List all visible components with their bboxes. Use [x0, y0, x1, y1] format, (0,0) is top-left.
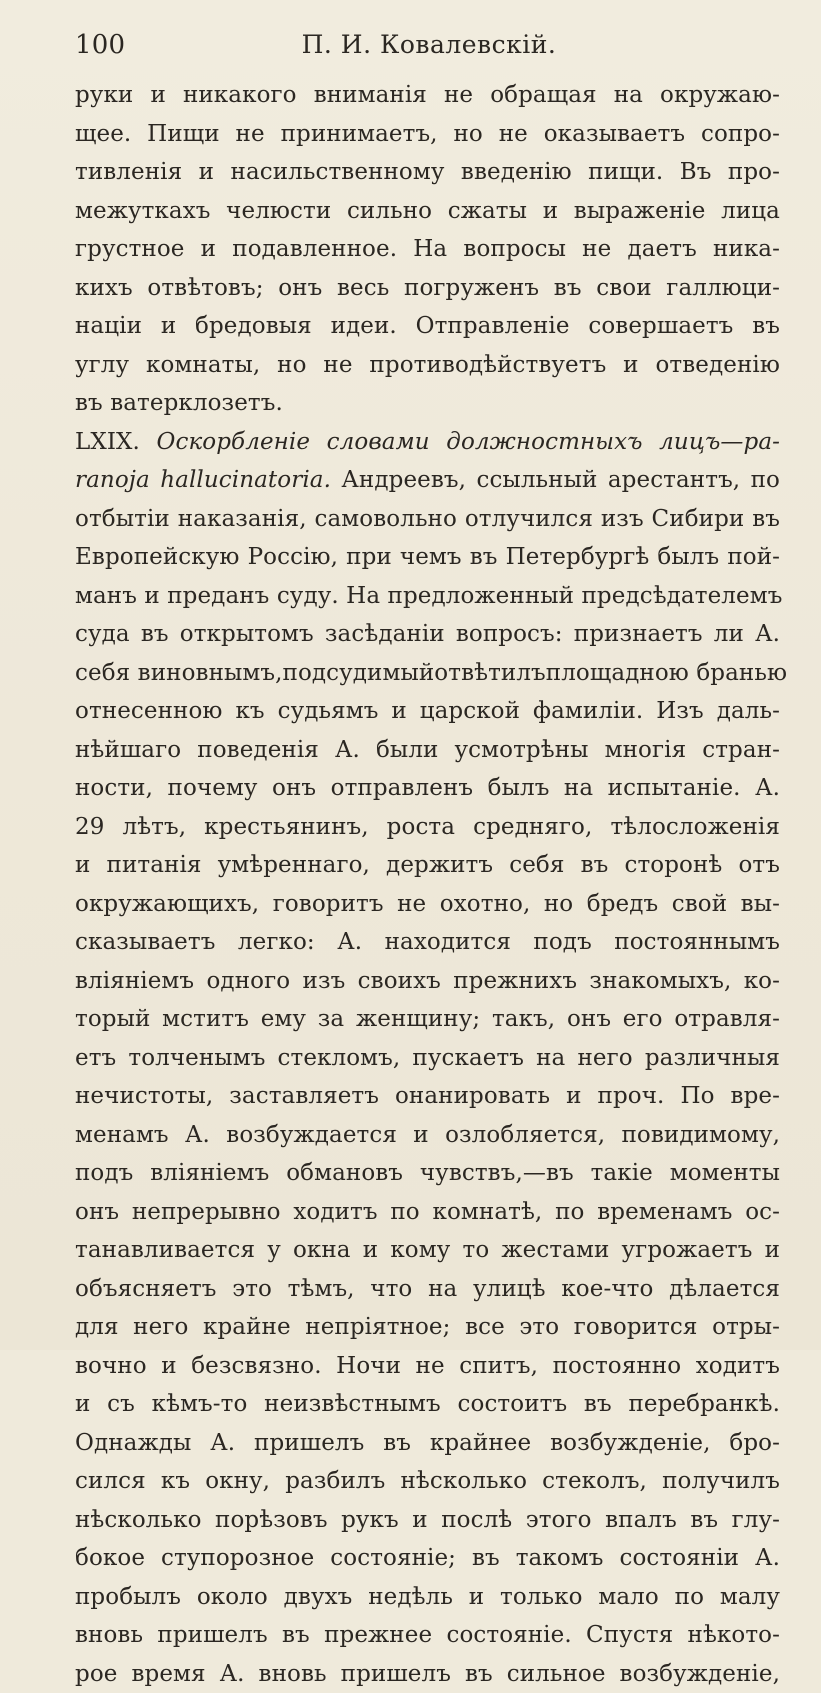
text-line: руки и никакого вниманія не обращая на окружаю- — [75, 76, 780, 115]
text-line: себя виновнымъ,подсудимыйотвѣтилъплощадною бранью — [75, 654, 780, 693]
text-line: отбытіи наказанія, самовольно отлучился изъ Сибири въ — [75, 500, 780, 539]
section-heading-line — [75, 423, 780, 462]
text-line: рое время А. вновь пришелъ въ сильное возбужденіе, — [75, 1655, 780, 1693]
section-text: Андреевъ, ссыльный арестантъ, по — [331, 467, 780, 493]
text-line: сился къ окну, разбилъ нѣсколько стеколъ, получилъ — [75, 1462, 780, 1501]
text-line: бокое ступорозное состояніе; въ такомъ состояніи А. — [75, 1539, 780, 1578]
text-line: націи и бредовыя идеи. Отправленіе совершаетъ въ — [75, 307, 780, 346]
text-line: манъ и преданъ суду. На предложенный предсѣдателемъ — [75, 577, 780, 616]
body-text — [75, 76, 780, 1693]
text-line: щее. Пищи не принимаетъ, но не оказываетъ сопро- — [75, 115, 780, 154]
text-line: углу комнаты, но не противодѣйствуетъ и отведенію — [75, 346, 780, 385]
section-title: Оскорбленіе словами должностныхъ лицъ—pa- — [157, 429, 780, 455]
text-line: сказываетъ легко: А. находится подъ постояннымъ — [75, 923, 780, 962]
text-line: менамъ А. возбуждается и озлобляется, повидимому, — [75, 1116, 780, 1155]
text-line: и питанія умѣреннаго, держитъ себя въ сторонѣ отъ — [75, 846, 780, 885]
text-line: танавливается у окна и кому то жестами угрожаетъ и — [75, 1231, 780, 1270]
section-number: LXIX. — [75, 429, 157, 455]
text-line: 29 лѣтъ, крестьянинъ, роста средняго, тѣлосложенія — [75, 808, 780, 847]
text-line: тивленія и насильственному введенію пищи. Въ про- — [75, 153, 780, 192]
text-line: вліяніемъ одного изъ своихъ прежнихъ знакомыхъ, ко- — [75, 962, 780, 1001]
text-line: грустное и подавленное. На вопросы не даетъ ника- — [75, 230, 780, 269]
text-line: нечистоты, заставляетъ онанировать и проч. По вре- — [75, 1077, 780, 1116]
section-title-continued: ranoja hallucinatoria. — [75, 467, 331, 493]
text-line: нѣйшаго поведенія А. были усмотрѣны многія стран- — [75, 731, 780, 770]
text-line: Однажды А. пришелъ въ крайнее возбужденіе, бро- — [75, 1424, 780, 1463]
text-line: ности, почему онъ отправленъ былъ на испытаніе. А. — [75, 769, 780, 808]
text-line: торый мститъ ему за женщину; такъ, онъ его отравля- — [75, 1000, 780, 1039]
text-line: въ ватерклозетъ. — [75, 384, 780, 423]
text-line: нѣсколько порѣзовъ рукъ и послѣ этого впалъ въ глу- — [75, 1501, 780, 1540]
page-header — [75, 22, 783, 62]
section-heading-line — [75, 461, 780, 500]
text-line: и съ кѣмъ-то неизвѣстнымъ состоитъ въ перебранкѣ. — [75, 1385, 780, 1424]
text-line: вновь пришелъ въ прежнее состояніе. Спустя нѣкото- — [75, 1616, 780, 1655]
text-line: онъ непрерывно ходитъ по комнатѣ, по временамъ ос- — [75, 1193, 780, 1232]
text-line: подъ вліяніемъ обмановъ чувствъ,—въ такіе моменты — [75, 1154, 780, 1193]
text-line: Европейскую Россію, при чемъ въ Петербургѣ былъ пой- — [75, 538, 780, 577]
text-line: кихъ отвѣтовъ; онъ весь погруженъ въ свои галлюци- — [75, 269, 780, 308]
text-line: межуткахъ челюсти сильно сжаты и выраженіе лица — [75, 192, 780, 231]
text-line: вочно и безсвязно. Ночи не спитъ, постоянно ходитъ — [75, 1347, 780, 1386]
text-line: пробылъ около двухъ недѣль и только мало по малу — [75, 1578, 780, 1617]
text-line: суда въ открытомъ засѣданіи вопросъ: признаетъ ли А. — [75, 615, 780, 654]
text-line: етъ толченымъ стекломъ, пускаетъ на него различныя — [75, 1039, 780, 1078]
text-line: объясняетъ это тѣмъ, что на улицѣ кое-что дѣлается — [75, 1270, 780, 1309]
text-line: для него крайне непріятное; все это говорится отры- — [75, 1308, 780, 1347]
running-head: П. И. Ковалевскій. — [75, 30, 783, 60]
text-line: отнесенною къ судьямъ и царской фамиліи. Изъ даль- — [75, 692, 780, 731]
text-line: окружающихъ, говоритъ не охотно, но бредъ свой вы- — [75, 885, 780, 924]
page-number: 100 — [75, 30, 125, 60]
